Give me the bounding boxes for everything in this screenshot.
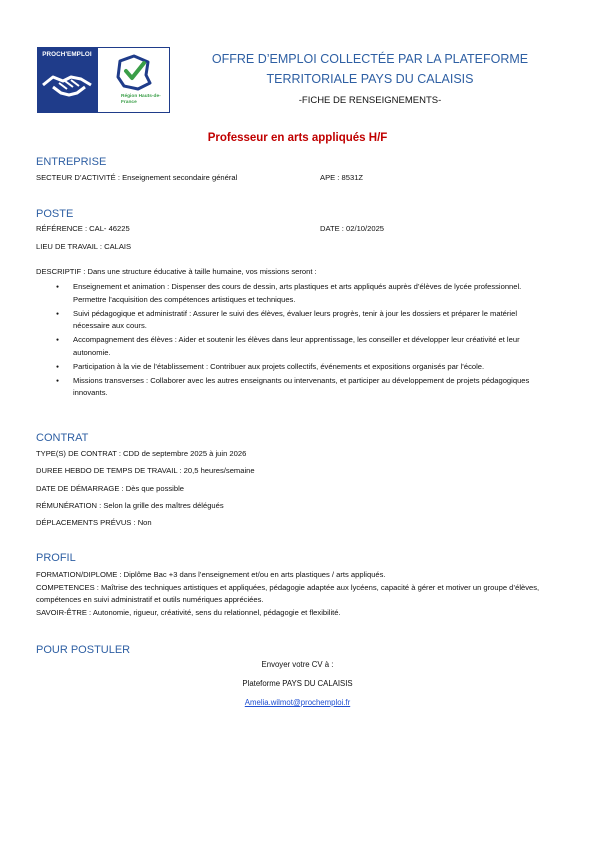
job-title: Professeur en arts appliqués H/F bbox=[207, 132, 388, 144]
section-heading-profil: PROFIL bbox=[36, 552, 76, 564]
list-item: ● Missions transverses : Collaborer avec les autres enseignants ou intervenants, et participer au développement de projets pédagogiques innovants. bbox=[36, 375, 546, 401]
page-subtitle: -FICHE DE RENSEIGNEMENTS- bbox=[298, 95, 442, 106]
offer-date: DATE : 02/10/2025 bbox=[320, 224, 385, 233]
type-contrat: TYPE(S) DE CONTRAT : CDD de septembre 2025 à juin 2026 bbox=[36, 449, 247, 458]
list-item: ● Accompagnement des élèves : Aider et soutenir les élèves dans leur apprentissage, les conseiller et développer leur créativité et leur autonomie. bbox=[36, 334, 546, 360]
plateforme-name: Plateforme PAYS DU CALAISIS bbox=[242, 679, 353, 688]
list-item: ● Enseignement et animation : Dispenser des cours de dessin, arts plastiques et arts appliqués auprès d’élèves de lycée professionnel. Permettre l’acquisition des compétences artistiques et techniques. bbox=[36, 281, 546, 307]
brand-label: PROCH'EMPLOI bbox=[42, 51, 92, 58]
remuneration: RÉMUNÉRATION : Selon la grille des maîtres délégués bbox=[36, 501, 224, 510]
page-title-line1: OFFRE D’EMPLOI COLLECTÉE PAR LA PLATEFORME bbox=[211, 52, 529, 66]
competences: COMPETENCES : Maîtrise des techniques artistiques et appliquées, pédagogie adaptée aux lycéens, capacité à gérer et motiver un groupe d’élèves, compétences en suivi administratif et outils numériques appréciées. bbox=[36, 583, 540, 605]
region-map-icon bbox=[112, 53, 156, 93]
section-heading-contrat: CONTRAT bbox=[36, 432, 89, 444]
section-heading-postuler: POUR POSTULER bbox=[36, 644, 131, 656]
list-item: ● Suivi pédagogique et administratif : Assurer le suivi des élèves, évaluer leurs progrès, tenir à jour les dossiers et préparer le matériel nécessaire aux cours. bbox=[36, 308, 546, 334]
secteur-activite: SECTEUR D’ACTIVITÉ : Enseignement secondaire général bbox=[36, 173, 238, 182]
duree-hebdo: DUREE HEBDO DE TEMPS DE TRAVAIL : 20,5 heures/semaine bbox=[36, 466, 255, 475]
section-heading-entreprise: ENTREPRISE bbox=[36, 156, 107, 168]
reference: RÉFÉRENCE : CAL- 46225 bbox=[36, 224, 130, 233]
email-link[interactable]: Amelia.wilmot@prochemploi.fr bbox=[244, 698, 351, 707]
list-item: ● Participation à la vie de l’établissement : Contribuer aux projets collectifs, événements et expositions organisés par l’école. bbox=[36, 361, 546, 374]
ape-code: APE : 8531Z bbox=[320, 173, 364, 182]
region-label: Région Hauts-de-France bbox=[121, 94, 161, 105]
envoyer-cv: Envoyer votre CV à : bbox=[261, 660, 334, 669]
email-container bbox=[0, 698, 595, 707]
section-heading-poste: POSTE bbox=[36, 208, 74, 220]
prochemploi-logo bbox=[37, 47, 97, 113]
formation: FORMATION/DIPLOME : Diplôme Bac +3 dans l’enseignement et/ou en arts plastiques / arts appliqués. bbox=[36, 570, 386, 579]
missions-list bbox=[36, 281, 546, 401]
date-demarrage: DATE DE DÉMARRAGE : Dès que possible bbox=[36, 484, 184, 493]
region-logo bbox=[97, 47, 170, 113]
savoir-etre: SAVOIR-ÊTRE : Autonomie, rigueur, créativité, sens du relationnel, pédagogie et flexibilité. bbox=[36, 608, 341, 617]
descriptif: DESCRIPTIF : Dans une structure éducative à taille humaine, vos missions seront : bbox=[36, 267, 317, 276]
page-title-line2: TERRITORIALE PAYS DU CALAISIS bbox=[266, 72, 474, 86]
deplacements: DÉPLACEMENTS PRÉVUS : Non bbox=[36, 518, 152, 527]
lieu-travail: LIEU DE TRAVAIL : CALAIS bbox=[36, 242, 132, 251]
handshake-icon bbox=[41, 67, 93, 103]
